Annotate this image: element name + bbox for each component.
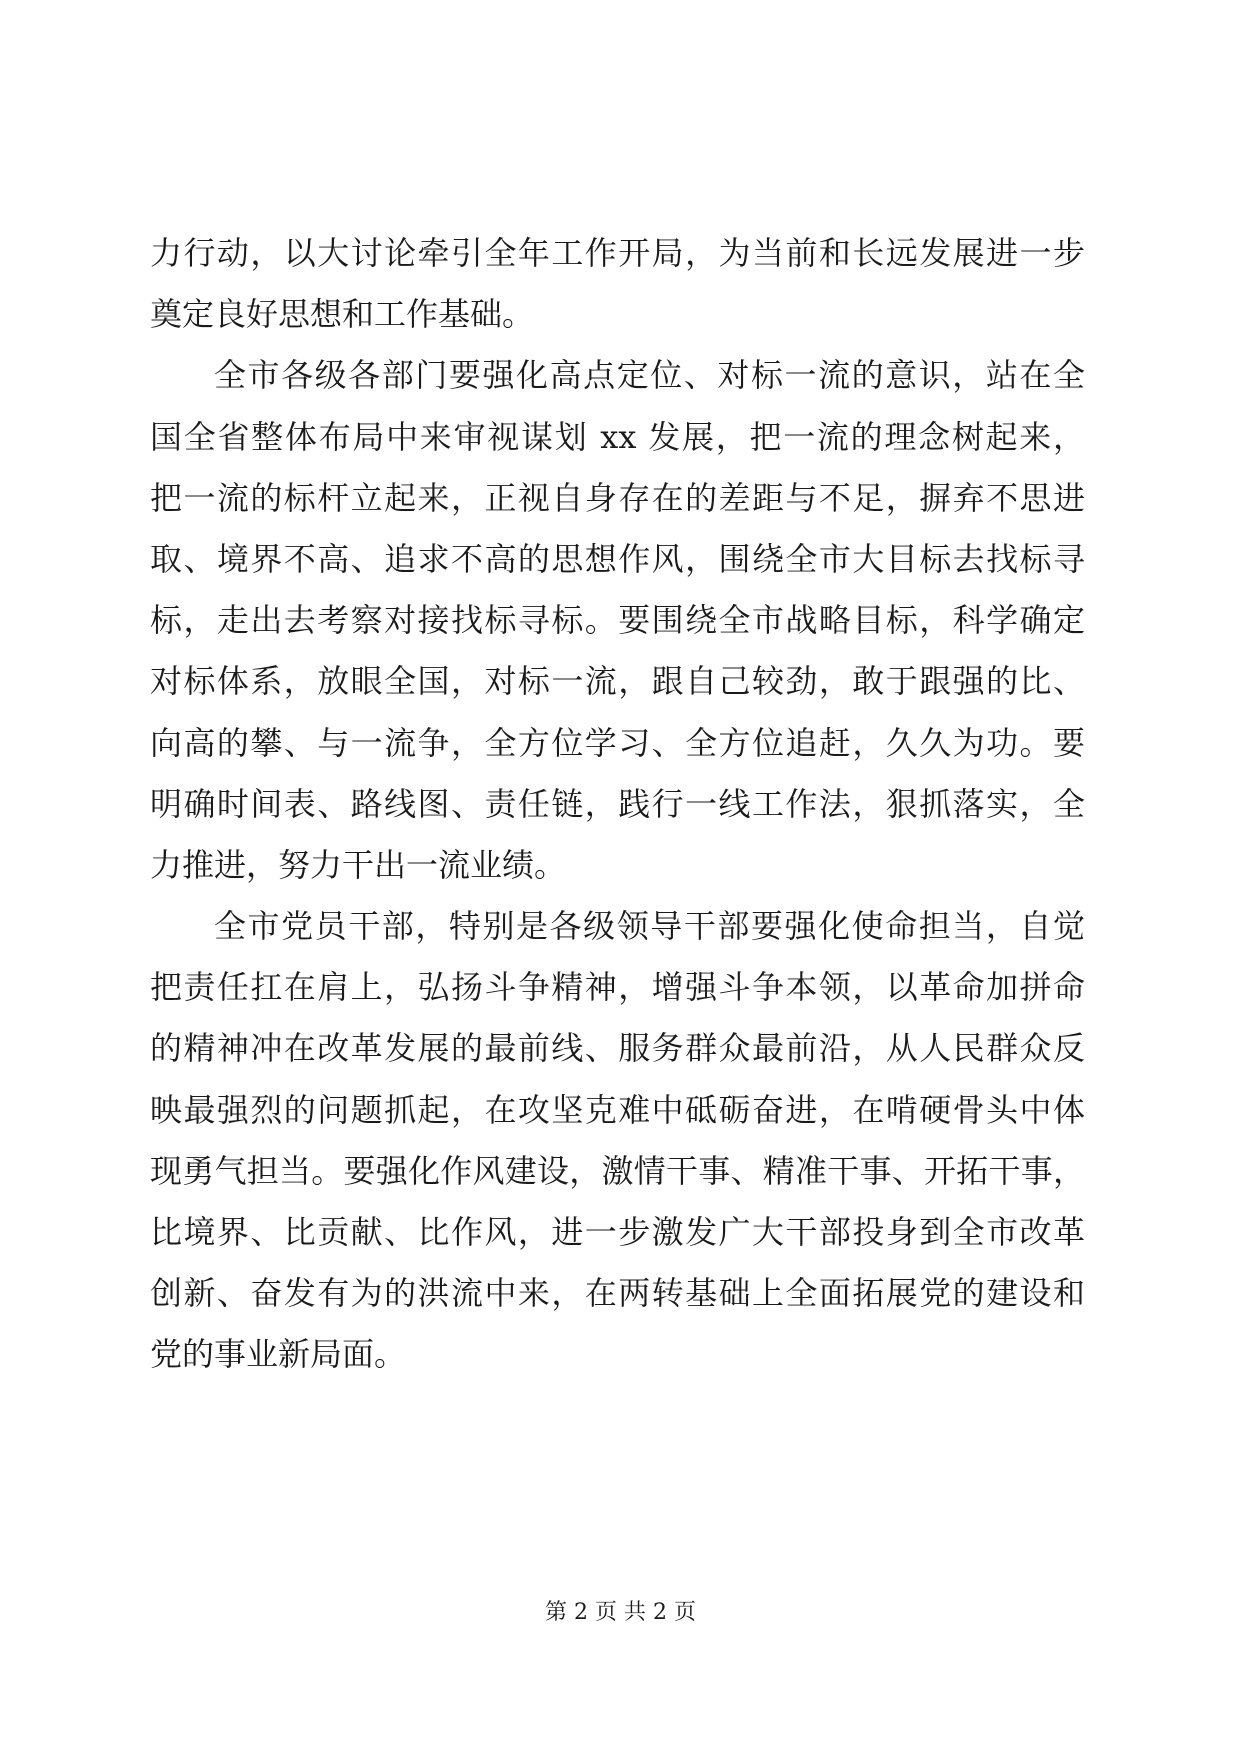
text-line: 比境界、比贡献、比作风，进一步激发广大干部投身到全市改革 — [150, 1213, 1085, 1251]
text-line: 的精神冲在改革发展的最前线、服务群众最前沿，从人民群众反 — [150, 1029, 1085, 1068]
text-line: 标，走出去考察对接找标寻标。要围绕全市战略目标，科学确定 — [150, 601, 1085, 640]
text-line: 力推进，努力干出一流业绩。 — [150, 845, 567, 884]
text-line: 映最强烈的问题抓起，在攻坚克难中砥砺奋进，在啃硬骨头中体 — [150, 1090, 1085, 1129]
text-line: 现勇气担当。要强化作风建设，激情干事、精准干事、开拓干事， — [150, 1151, 1085, 1190]
text-line: 把一流的标杆立起来，正视自身存在的差距与不足，摒弃不思进 — [150, 478, 1085, 517]
text-line: 创新、奋发有为的洪流中来，在两转基础上全面拓展党的建设和 — [150, 1274, 1085, 1313]
paragraph-first-line: 全市党员干部，特别是各级领导干部要强化使命担当，自觉 — [214, 907, 1085, 946]
document-body — [150, 223, 1085, 1386]
text-line: 向高的攀、与一流争，全方位学习、全方位追赶，久久为功。要 — [150, 723, 1085, 762]
text-line: 国全省整体布局中来审视谋划 xx 发展，把一流的理念树起来， — [150, 417, 1085, 456]
page-footer: 第 2 页 共 2 页 — [545, 1600, 696, 1625]
text-line: 对标体系，放眼全国，对标一流，跟自己较劲，敢于跟强的比、 — [150, 662, 1085, 701]
text-line: 力行动，以大讨论牵引全年工作开局，为当前和长远发展进一步 — [150, 234, 1085, 272]
text-line: 把责任扛在肩上，弘扬斗争精神，增强斗争本领，以革命加拼命 — [150, 968, 1085, 1007]
text-line: 党的事业新局面。 — [150, 1335, 407, 1374]
text-line: 明确时间表、路线图、责任链，践行一线工作法，狠抓落实，全 — [150, 784, 1085, 823]
text-line: 奠定良好思想和工作基础。 — [150, 295, 535, 334]
paragraph-first-line: 全市各级各部门要强化高点定位、对标一流的意识，站在全 — [214, 356, 1085, 395]
text-line: 取、境界不高、追求不高的思想作风，围绕全市大目标去找标寻 — [150, 539, 1085, 578]
